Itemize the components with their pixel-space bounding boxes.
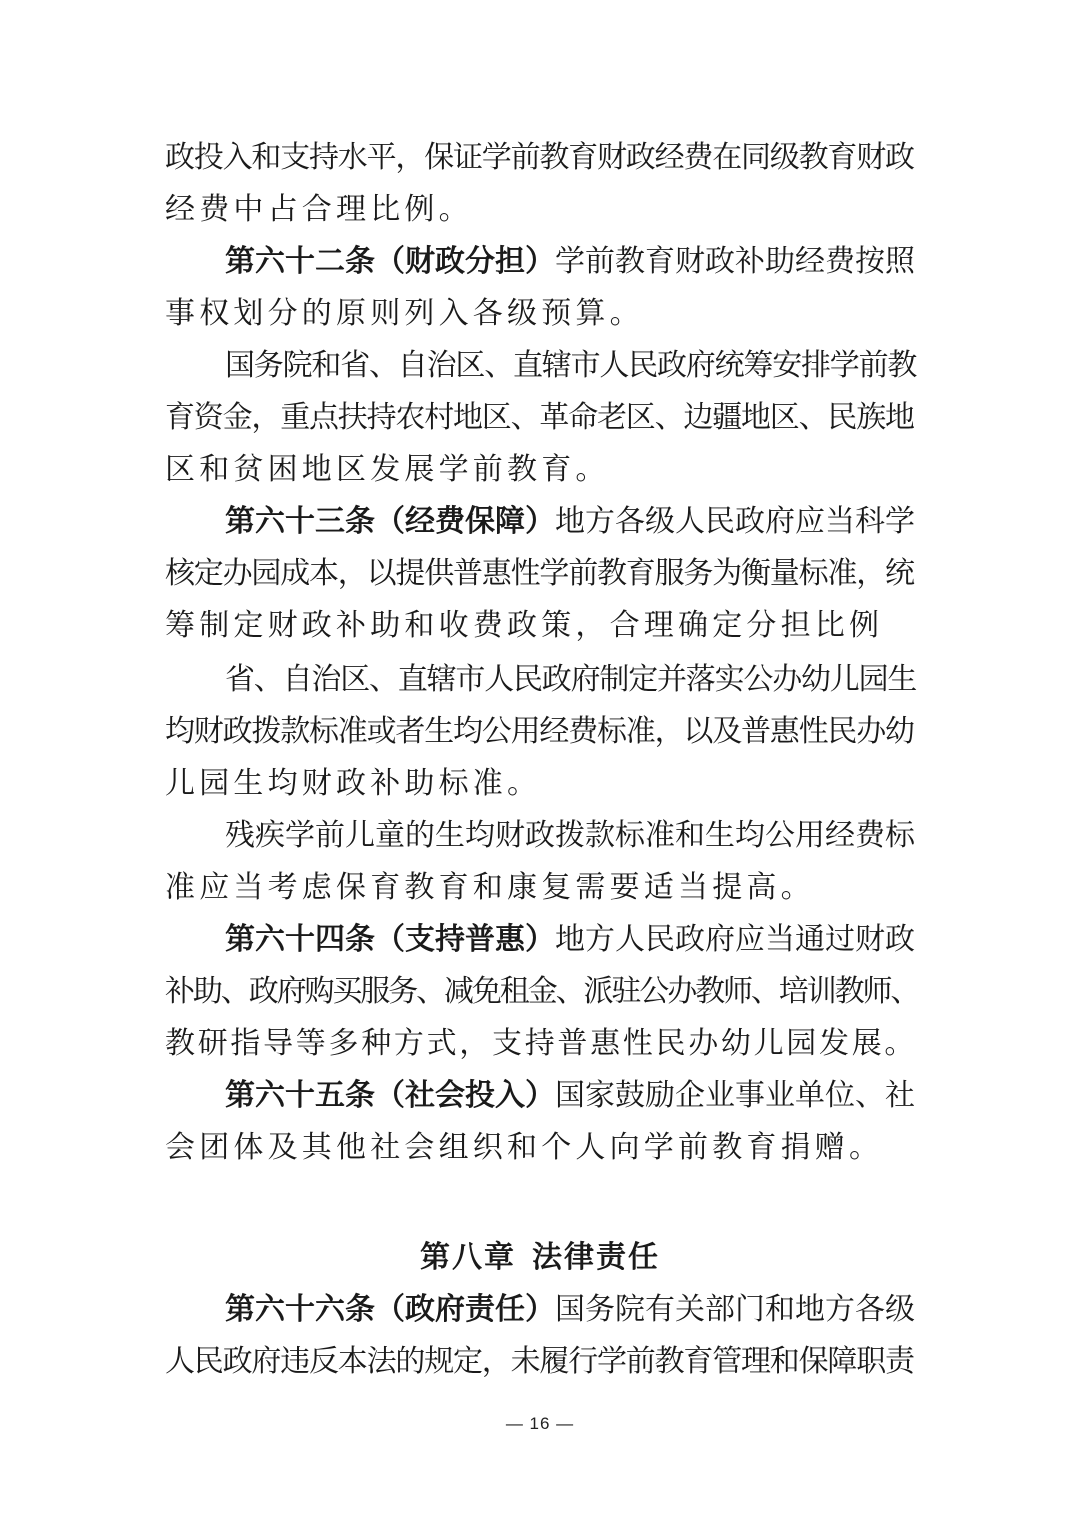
article-heading: 第六十六条（政府责任） [225,1292,555,1327]
article-heading: 第六十四条（支持普惠） [225,922,555,957]
text-line [165,392,914,444]
article-63-first-line [225,496,915,548]
line-text: 国务院和省、自治区、直辖市人民政府统筹安排学前教 [225,348,917,383]
paragraph-first-line [225,654,916,706]
line-text: 会团体及其他社会组织和个人向学前教育捐赠。 [165,1130,884,1165]
text-line [165,444,610,496]
line-text: 学前教育财政补助经费按照 [555,244,915,279]
text-line [165,706,914,758]
line-text: 区和贫困地区发展学前教育。 [165,452,610,487]
line-text: 事权划分的原则列入各级预算。 [165,296,644,331]
line-text: 政投入和支持水平，保证学前教育财政经费在同级教育财政 [165,140,914,175]
article-66-first-line [225,1284,915,1336]
line-text: 准应当考虑保育教育和康复需要适当提高。 [165,870,815,905]
line-text: 省、自治区、直辖市人民政府制定并落实公办幼儿园生 [225,662,917,697]
text-line [165,132,914,184]
text-line [165,862,815,914]
article-heading: 第六十五条（社会投入） [225,1078,555,1113]
text-line [165,758,541,810]
line-text: 人民政府违反本法的规定，未履行学前教育管理和保障职责 [165,1344,914,1379]
text-line [165,966,918,1018]
article-heading: 第六十二条（财政分担） [225,244,555,279]
line-text: 地方各级人民政府应当科学 [555,504,915,539]
page-number: — 16 — [505,1414,575,1433]
article-64-first-line [225,914,915,966]
chapter-number: 第八章 [420,1240,516,1275]
text-line [165,600,883,652]
line-text: 地方人民政府应当通过财政 [555,922,915,957]
line-text: 筹制定财政补助和收费政策，合理确定分担比例 [165,608,884,643]
line-text: 均财政拨款标准或者生均公用经费标准，以及普惠性民办幼 [165,714,914,749]
line-text: 国家鼓励企业事业单位、社 [555,1078,915,1113]
article-62-first-line [225,236,915,288]
chapter-title: 法律责任 [532,1240,660,1275]
line-text: 育资金，重点扶持农村地区、革命老区、边疆地区、民族地 [165,400,914,435]
line-text: 残疾学前儿童的生均财政拨款标准和生均公用经费标 [225,818,915,853]
line-text: 补助、政府购买服务、减免租金、派驻公办教师、培训教师、 [165,974,919,1009]
line-text: 核定办园成本，以提供普惠性学前教育服务为衡量标准，统 [165,556,914,591]
paragraph-first-line [225,810,915,862]
line-text: 国务院有关部门和地方各级 [555,1292,915,1327]
chapter-heading [0,1232,1080,1284]
text-line [165,288,644,340]
text-line [165,184,473,236]
text-line [165,1336,914,1388]
article-heading: 第六十三条（经费保障） [225,504,555,539]
line-text: 经费中占合理比例。 [165,192,473,227]
line-text: 儿园生均财政补助标准。 [165,766,542,801]
text-line [165,548,914,600]
text-line [165,1122,883,1174]
paragraph-first-line [225,340,916,392]
article-65-first-line [225,1070,915,1122]
line-text: 教研指导等多种方式，支持普惠性民办幼儿园发展。 [165,1026,918,1061]
text-line [165,1018,917,1070]
